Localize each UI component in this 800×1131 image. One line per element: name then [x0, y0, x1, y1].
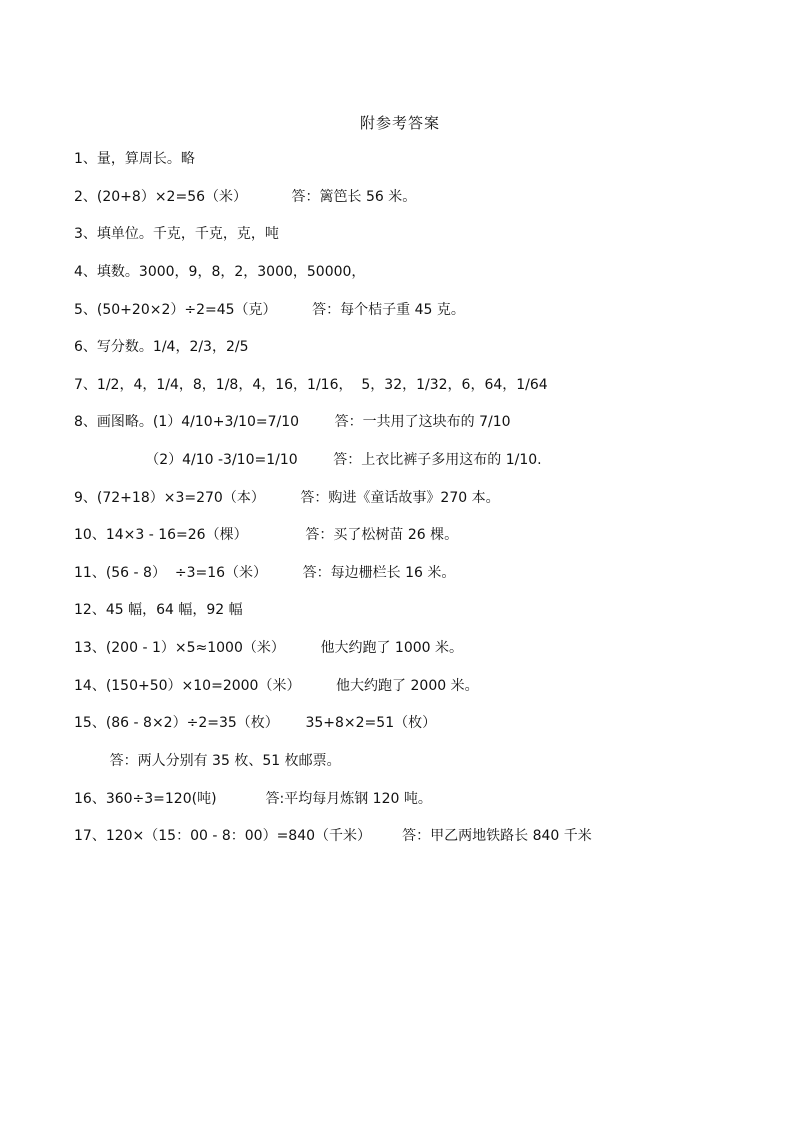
answer-line-16: 16、360÷3=120(吨) 答:平均每月炼钢 120 吨。 — [74, 791, 432, 807]
answer-line-12: 12、45 幅，64 幅，92 幅 — [74, 602, 243, 618]
answer-line-8b: （2）4/10 -3/10=1/10 答：上衣比裤子多用这布的 1/10. — [74, 452, 542, 468]
answer-line-9: 9、(72+18）×3=270（本） 答：购进《童话故事》270 本。 — [74, 490, 500, 506]
page-title: 附参考答案 — [359, 114, 440, 132]
answer-line-15b: 答：两人分别有 35 枚、51 枚邮票。 — [74, 753, 341, 769]
answer-line-1: 1、量，算周长。略 — [74, 151, 195, 167]
answer-line-15a: 15、(86 - 8×2）÷2=35（枚） 35+8×2=51（枚） — [74, 715, 437, 731]
answer-line-5: 5、(50+20×2）÷2=45（克） 答：每个桔子重 45 克。 — [74, 302, 465, 318]
answer-line-14: 14、(150+50）×10=2000（米） 他大约跑了 2000 米。 — [74, 678, 479, 694]
answer-line-7: 7、1/2，4，1/4，8，1/8，4，16，1/16， 5，32，1/32，6，64，1/64 — [74, 377, 548, 393]
answer-line-11: 11、(56 - 8） ÷3=16（米） 答：每边栅栏长 16 米。 — [74, 565, 456, 581]
answer-line-8a: 8、画图略。(1）4/10+3/10=7/10 答：一共用了这块布的 7/10 — [74, 414, 511, 430]
answer-line-3: 3、填单位。千克，千克，克，吨 — [74, 226, 279, 242]
answer-line-17: 17、120×（15：00 - 8：00）=840（千米） 答：甲乙两地铁路长 840 千米 — [74, 828, 592, 844]
answer-line-4: 4、填数。3000，9，8，2，3000，50000， — [74, 264, 366, 280]
answer-line-2: 2、(20+8）×2=56（米） 答：篱笆长 56 米。 — [74, 189, 417, 205]
answer-line-13: 13、(200 - 1）×5≈1000（米） 他大约跑了 1000 米。 — [74, 640, 463, 656]
answer-line-6: 6、写分数。1/4，2/3，2/5 — [74, 339, 249, 355]
answer-line-10: 10、14×3 - 16=26（棵） 答：买了松树苗 26 棵。 — [74, 527, 459, 543]
